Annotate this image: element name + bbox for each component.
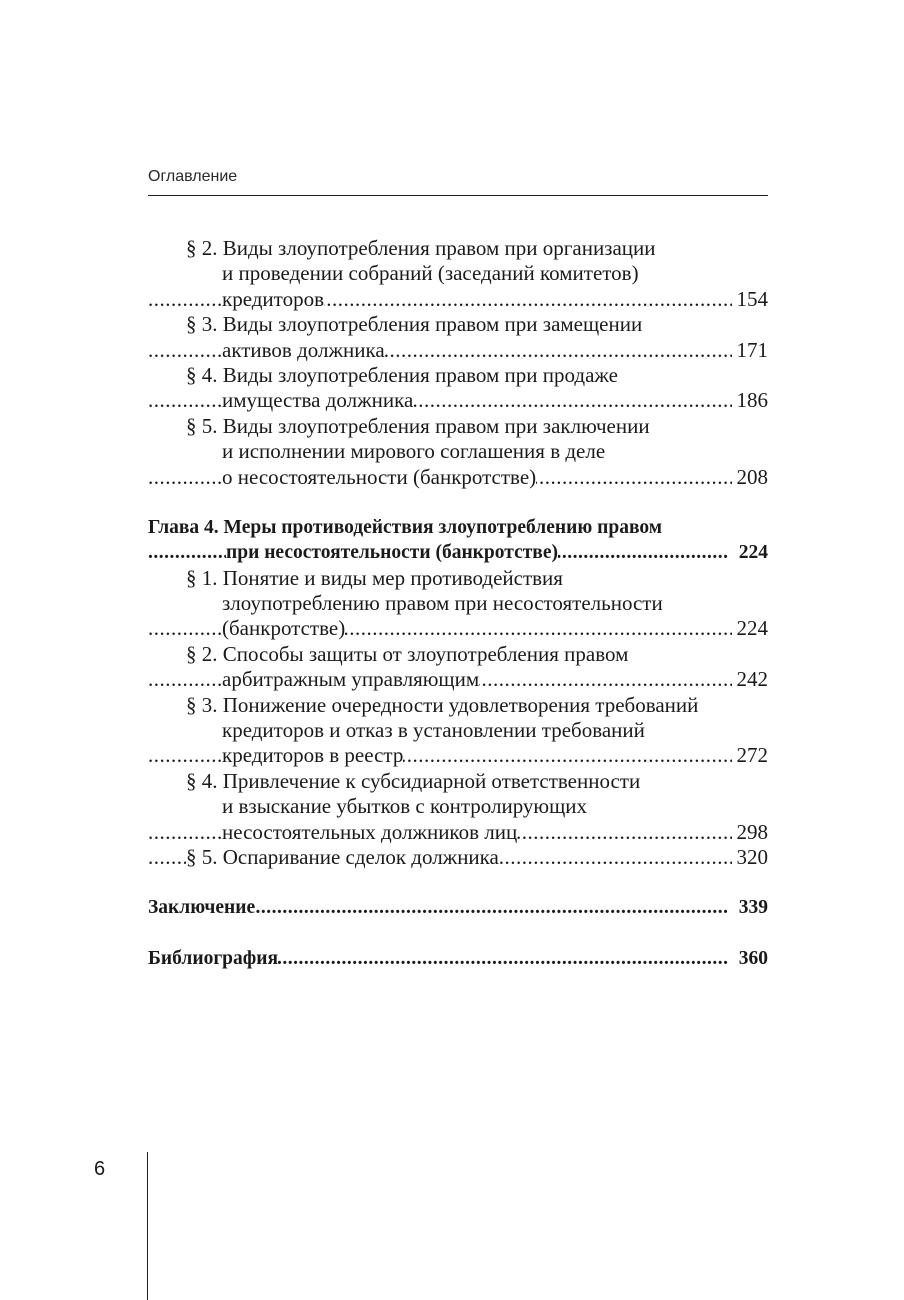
toc-page-number: 298 — [733, 820, 769, 845]
toc-page-number: 224 — [733, 616, 769, 641]
toc-entry-text: § 3. Понижение очередности удовлетворения требований — [186, 692, 699, 717]
toc-entry-line — [148, 312, 768, 337]
toc-chapter-line — [148, 895, 768, 920]
toc-page-number: 154 — [733, 287, 769, 312]
toc-page-number: 320 — [733, 845, 769, 870]
toc-chapter — [148, 946, 768, 971]
toc-page-number: 208 — [733, 465, 769, 490]
toc-entry — [148, 693, 768, 769]
toc-entry-line — [148, 261, 768, 286]
toc-entry-text: (банкротстве) — [222, 616, 346, 641]
toc-entry-line — [148, 642, 768, 667]
toc-entry-line — [148, 718, 768, 743]
toc-entry — [148, 566, 768, 642]
toc-entry-text: кредиторов в реестр — [222, 743, 404, 768]
toc-entry — [148, 363, 768, 414]
toc-entry-line — [148, 465, 768, 490]
toc-entry-text: и взыскание убытков с контролирующих — [222, 794, 588, 819]
toc-entry — [148, 236, 768, 312]
toc-entry-line — [148, 439, 768, 464]
toc-page-number: 339 — [735, 895, 768, 920]
toc-chapter-line — [148, 946, 768, 971]
toc-entry — [148, 845, 768, 870]
toc-entry-text: § 2. Способы защиты от злоупотребления правом — [186, 641, 629, 666]
toc-chapter-line — [148, 540, 768, 565]
toc-entry-line — [148, 616, 768, 641]
page-number: 6 — [94, 1158, 106, 1180]
toc-entry-line — [148, 287, 768, 312]
toc-entry-line — [148, 769, 768, 794]
toc-entry-text: несостоятельных должников лиц — [222, 819, 518, 844]
toc-entry-text: § 4. Виды злоупотребления правом при продаже — [186, 362, 618, 387]
chapter-title: при несостоятельности (банкротстве) — [226, 542, 558, 564]
toc-entry-text: § 5. Виды злоупотребления правом при заключении — [186, 413, 650, 438]
toc-entry — [148, 642, 768, 693]
toc-entry-text: § 4. Привлечение к субсидиарной ответственности — [186, 768, 641, 793]
toc-entry-line — [148, 236, 768, 261]
toc-entry-line — [148, 820, 768, 845]
toc-entry-line — [148, 414, 768, 439]
toc-chapter — [148, 895, 768, 920]
toc-entry-text: кредиторов — [222, 286, 324, 311]
toc-page-number: 186 — [733, 388, 769, 413]
toc-entry-line — [148, 794, 768, 819]
conclusion-title: Заключение — [148, 897, 256, 919]
toc-entry-line — [148, 363, 768, 388]
toc-chapter — [148, 515, 768, 566]
toc-entry-text: § 3. Виды злоупотребления правом при замещении — [186, 312, 643, 337]
table-of-contents — [148, 236, 768, 971]
toc-page-number: 272 — [733, 743, 769, 768]
toc-page-number: 242 — [733, 667, 769, 692]
toc-entry-text: имущества должника — [222, 388, 414, 413]
header-rule — [148, 195, 768, 196]
toc-entry-line — [148, 743, 768, 768]
toc-entry-text: злоупотреблению правом при несостоятельности — [222, 591, 663, 616]
toc-entry-line — [148, 338, 768, 363]
toc-entry — [148, 312, 768, 363]
toc-entry — [148, 414, 768, 490]
toc-entry-line — [148, 667, 768, 692]
toc-entry-line — [148, 566, 768, 591]
toc-page-number: 224 — [735, 540, 768, 565]
toc-entry-text: и исполнении мирового соглашения в деле — [222, 439, 606, 464]
toc-entry-text: § 2. Виды злоупотребления правом при организации — [186, 236, 656, 260]
toc-chapter-line — [148, 515, 768, 540]
toc-entry-line — [148, 845, 768, 870]
toc-page-number: 360 — [735, 946, 768, 971]
toc-entry-text: кредиторов и отказ в установлении требований — [222, 718, 645, 743]
toc-page-number: 171 — [733, 338, 769, 363]
toc-entry-text: § 1. Понятие и виды мер противодействия — [186, 565, 563, 590]
toc-entry-line — [148, 693, 768, 718]
toc-entry-text: и проведении собраний (заседаний комитетов) — [222, 261, 639, 286]
toc-entry-line — [148, 388, 768, 413]
bibliography-title: Библиография — [148, 947, 279, 969]
toc-entry-text: активов должника — [222, 337, 385, 362]
toc-entry — [148, 769, 768, 845]
chapter-title: Глава 4. Меры противодействия злоупотреблению правом — [148, 516, 663, 538]
toc-entry-text: § 5. Оспаривание сделок должника — [186, 844, 499, 869]
toc-entry-text: арбитражным управляющим — [222, 667, 480, 692]
running-head: Оглавление — [148, 168, 238, 185]
toc-entry-text: о несостоятельности (банкротстве) — [222, 464, 537, 489]
page-number-rule — [147, 1152, 148, 1300]
toc-entry-line — [148, 591, 768, 616]
